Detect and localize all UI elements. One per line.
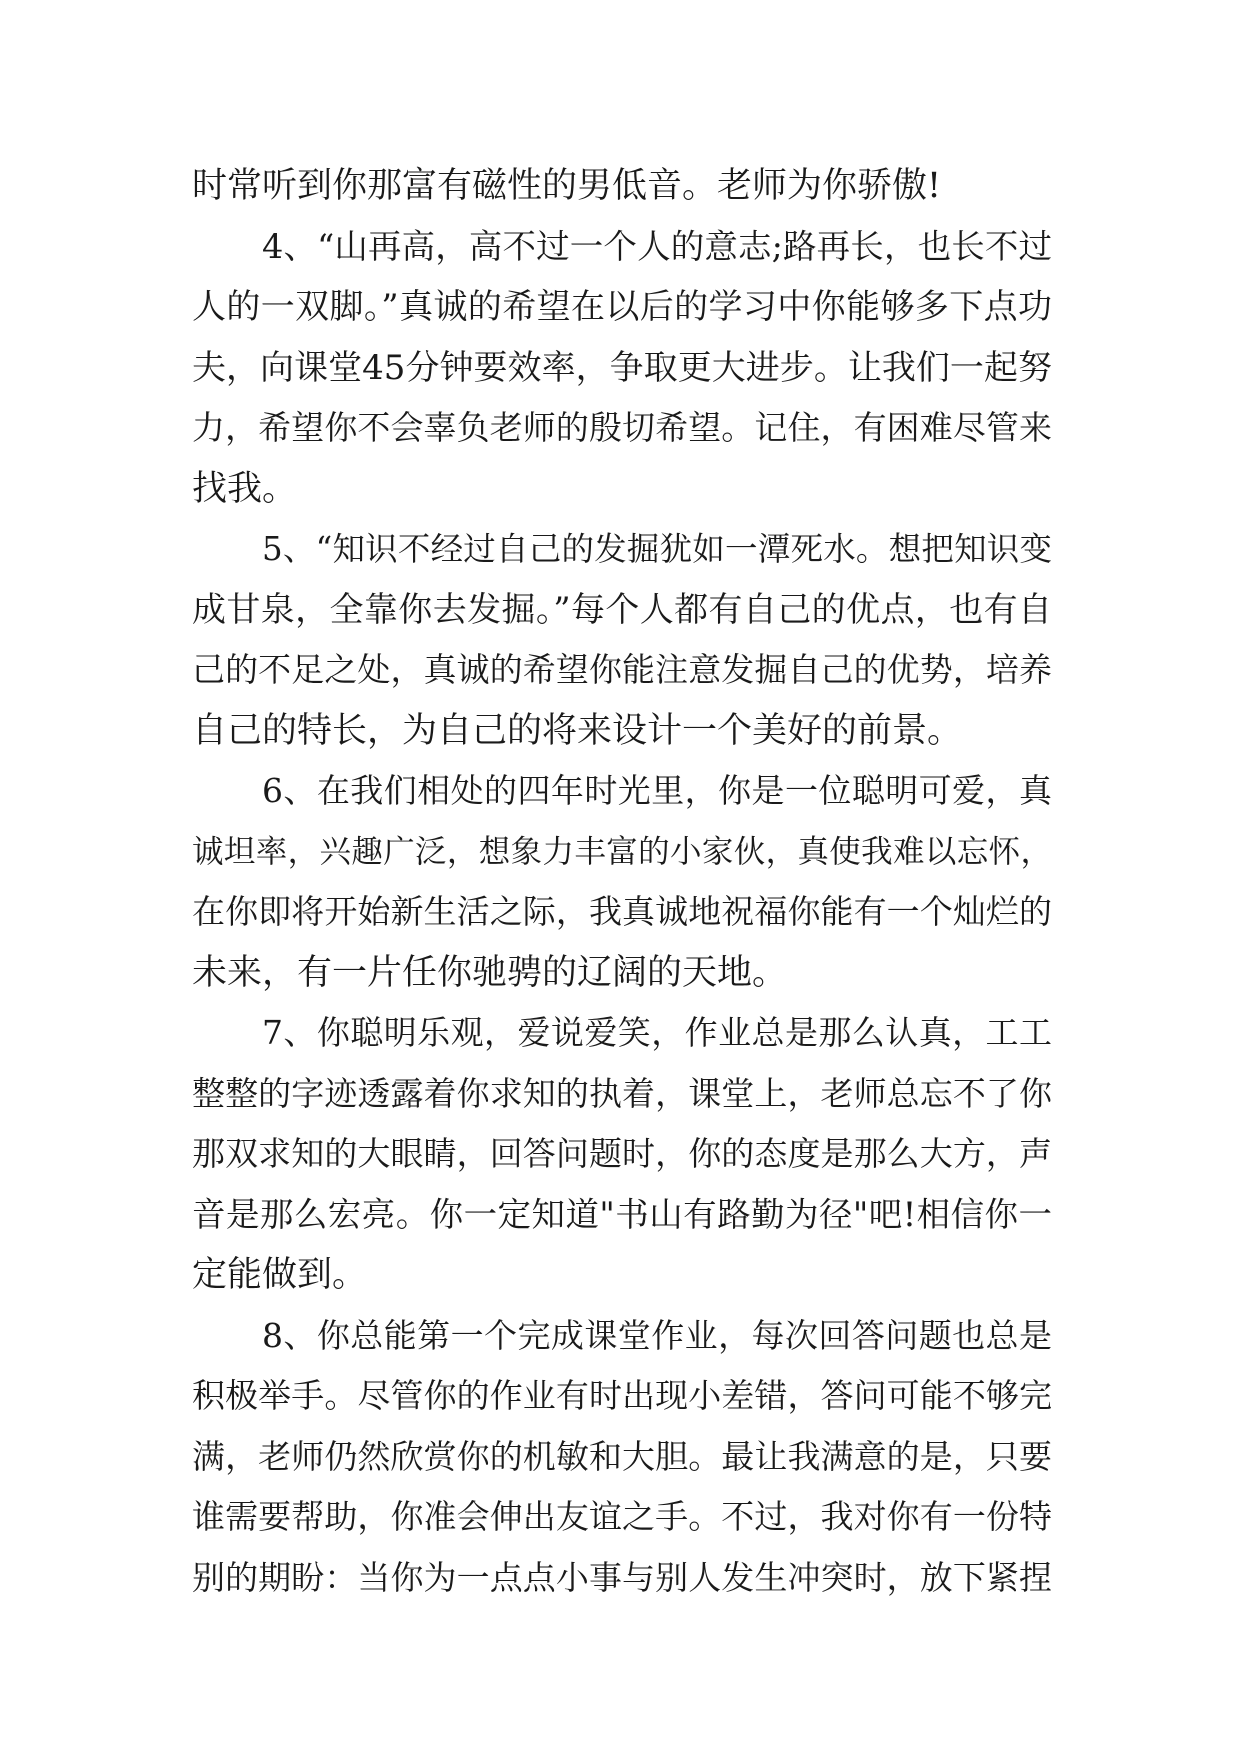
text-line: 夫，向课堂45分钟要效率，争取更大进步。让我们一起努 bbox=[192, 347, 1052, 388]
text-line: 5、“知识不经过自己的发掘犹如一潭死水。想把知识变 bbox=[262, 530, 1052, 568]
text-line: 人的一双脚。”真诚的希望在以后的学习中你能够多下点功 bbox=[192, 287, 1052, 327]
text-line: 积极举手。尽管你的作业有时出现小差错，答问可能不够完 bbox=[192, 1376, 1052, 1415]
text-line: 谁需要帮助，你准会伸出友谊之手。不过，我对你有一份特 bbox=[192, 1497, 1052, 1536]
text-line: 整整的字迹透露着你求知的执着，课堂上，老师总忘不了你 bbox=[192, 1073, 1052, 1113]
text-line: 7、你聪明乐观，爱说爱笑，作业总是那么认真，工工 bbox=[262, 1013, 1052, 1052]
text-line: 那双求知的大眼睛，回答问题时，你的态度是那么大方，声 bbox=[192, 1134, 1052, 1173]
text-line: 找我。 bbox=[192, 468, 298, 509]
text-line: 8、你总能第一个完成课堂作业，每次回答问题也总是 bbox=[262, 1315, 1052, 1355]
text-line: 6、在我们相处的四年时光里，你是一位聪明可爱，真 bbox=[262, 771, 1052, 810]
text-line: 未来，有一片任你驰骋的辽阔的天地。 bbox=[192, 952, 788, 993]
text-line: 在你即将开始新生活之际，我真诚地祝福你能有一个灿烂的 bbox=[192, 892, 1052, 931]
text-line: 定能做到。 bbox=[192, 1255, 368, 1295]
text-line: 4、“山再高，高不过一个人的意志;路再长，也长不过 bbox=[262, 226, 1052, 266]
text-line: 别的期盼：当你为一点点小事与别人发生冲突时，放下紧捏 bbox=[192, 1557, 1052, 1597]
text-line: 力，希望你不会辜负老师的殷切希望。记住，有困难尽管来 bbox=[192, 408, 1052, 447]
text-line: 成甘泉，全靠你去发掘。”每个人都有自己的优点，也有自 bbox=[192, 589, 1052, 630]
text-line: 满，老师仍然欣赏你的机敏和大胆。最让我满意的是，只要 bbox=[192, 1436, 1052, 1476]
text-line: 音是那么宏亮。你一定知道"书山有路勤为径"吧!相信你一 bbox=[192, 1194, 1052, 1234]
text-line: 自己的特长，为自己的将来设计一个美好的前景。 bbox=[192, 710, 963, 751]
document-body bbox=[192, 156, 1052, 1608]
text-line: 己的不足之处，真诚的希望你能注意发掘自己的优势，培养 bbox=[192, 650, 1052, 689]
text-line: 时常听到你那富有磁性的男低音。老师为你骄傲! bbox=[192, 166, 942, 206]
text-line: 诚坦率，兴趣广泛，想象力丰富的小家伙，真使我难以忘怀， bbox=[192, 833, 1052, 870]
